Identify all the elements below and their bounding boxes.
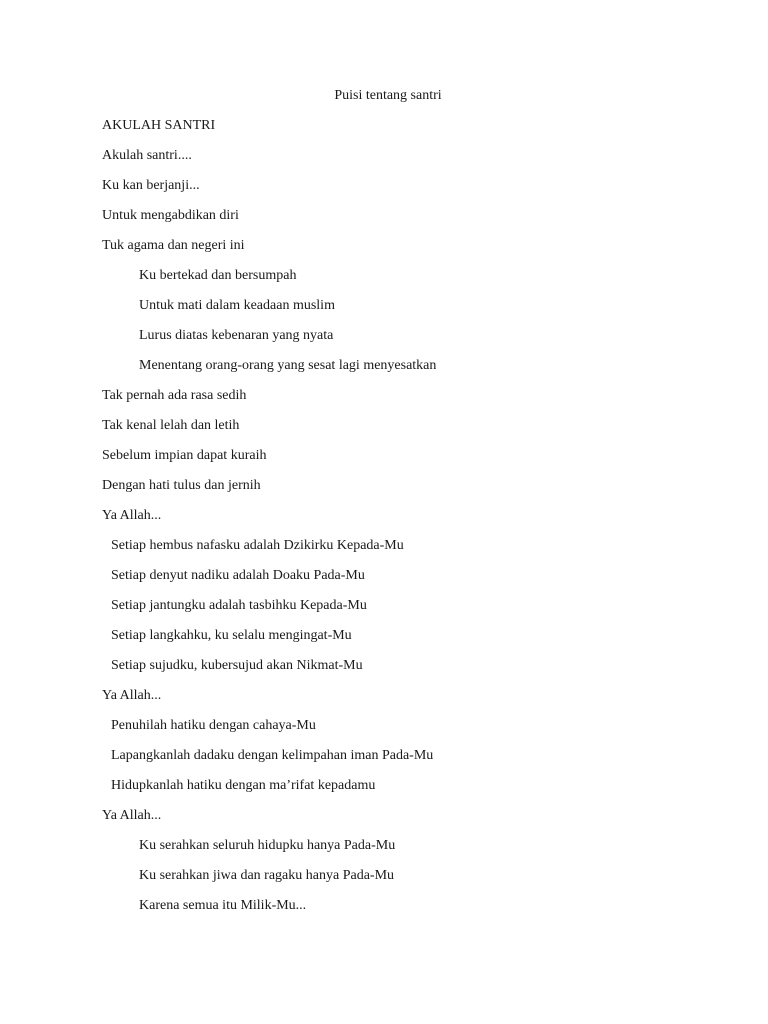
poem-line: Ku kan berjanji... xyxy=(102,178,200,193)
document-title: Puisi tentang santri xyxy=(334,88,442,103)
poem-line: Penuhilah hatiku dengan cahaya-Mu xyxy=(111,718,316,733)
poem-line: Lapangkanlah dadaku dengan kelimpahan iman Pada-Mu xyxy=(111,748,434,763)
poem-line: Sebelum impian dapat kuraih xyxy=(102,448,267,463)
poem-line: Menentang orang-orang yang sesat lagi menyesatkan xyxy=(139,358,437,373)
poem-line: Hidupkanlah hatiku dengan ma’rifat kepadamu xyxy=(111,778,376,793)
poem-line: Setiap denyut nadiku adalah Doaku Pada-Mu xyxy=(111,568,365,583)
poem-line: Akulah santri.... xyxy=(102,148,192,163)
poem-line: Ya Allah... xyxy=(102,688,162,703)
poem-line: Tak pernah ada rasa sedih xyxy=(102,388,247,403)
poem-line: Untuk mengabdikan diri xyxy=(102,208,239,223)
poem-body xyxy=(102,146,436,926)
poem-line: Setiap sujudku, kubersujud akan Nikmat-Mu xyxy=(111,658,363,673)
poem-line: Setiap langkahku, ku selalu mengingat-Mu xyxy=(111,628,352,643)
poem-line: Ya Allah... xyxy=(102,508,162,523)
poem-line: Setiap jantungku adalah tasbihku Kepada-Mu xyxy=(111,598,367,613)
poem-line: Setiap hembus nafasku adalah Dzikirku Kepada-Mu xyxy=(111,538,404,553)
poem-heading: AKULAH SANTRI xyxy=(102,118,216,133)
poem-line: Ya Allah... xyxy=(102,808,162,823)
poem-line: Ku bertekad dan bersumpah xyxy=(139,268,297,283)
poem-line: Dengan hati tulus dan jernih xyxy=(102,478,261,493)
poem-line: Karena semua itu Milik-Mu... xyxy=(139,898,307,913)
poem-line: Tak kenal lelah dan letih xyxy=(102,418,240,433)
poem-line: Ku serahkan seluruh hidupku hanya Pada-Mu xyxy=(139,838,396,853)
poem-line: Lurus diatas kebenaran yang nyata xyxy=(139,328,334,343)
poem-line: Untuk mati dalam keadaan muslim xyxy=(139,298,335,313)
poem-line: Tuk agama dan negeri ini xyxy=(102,238,245,253)
poem-line: Ku serahkan jiwa dan ragaku hanya Pada-Mu xyxy=(139,868,395,883)
